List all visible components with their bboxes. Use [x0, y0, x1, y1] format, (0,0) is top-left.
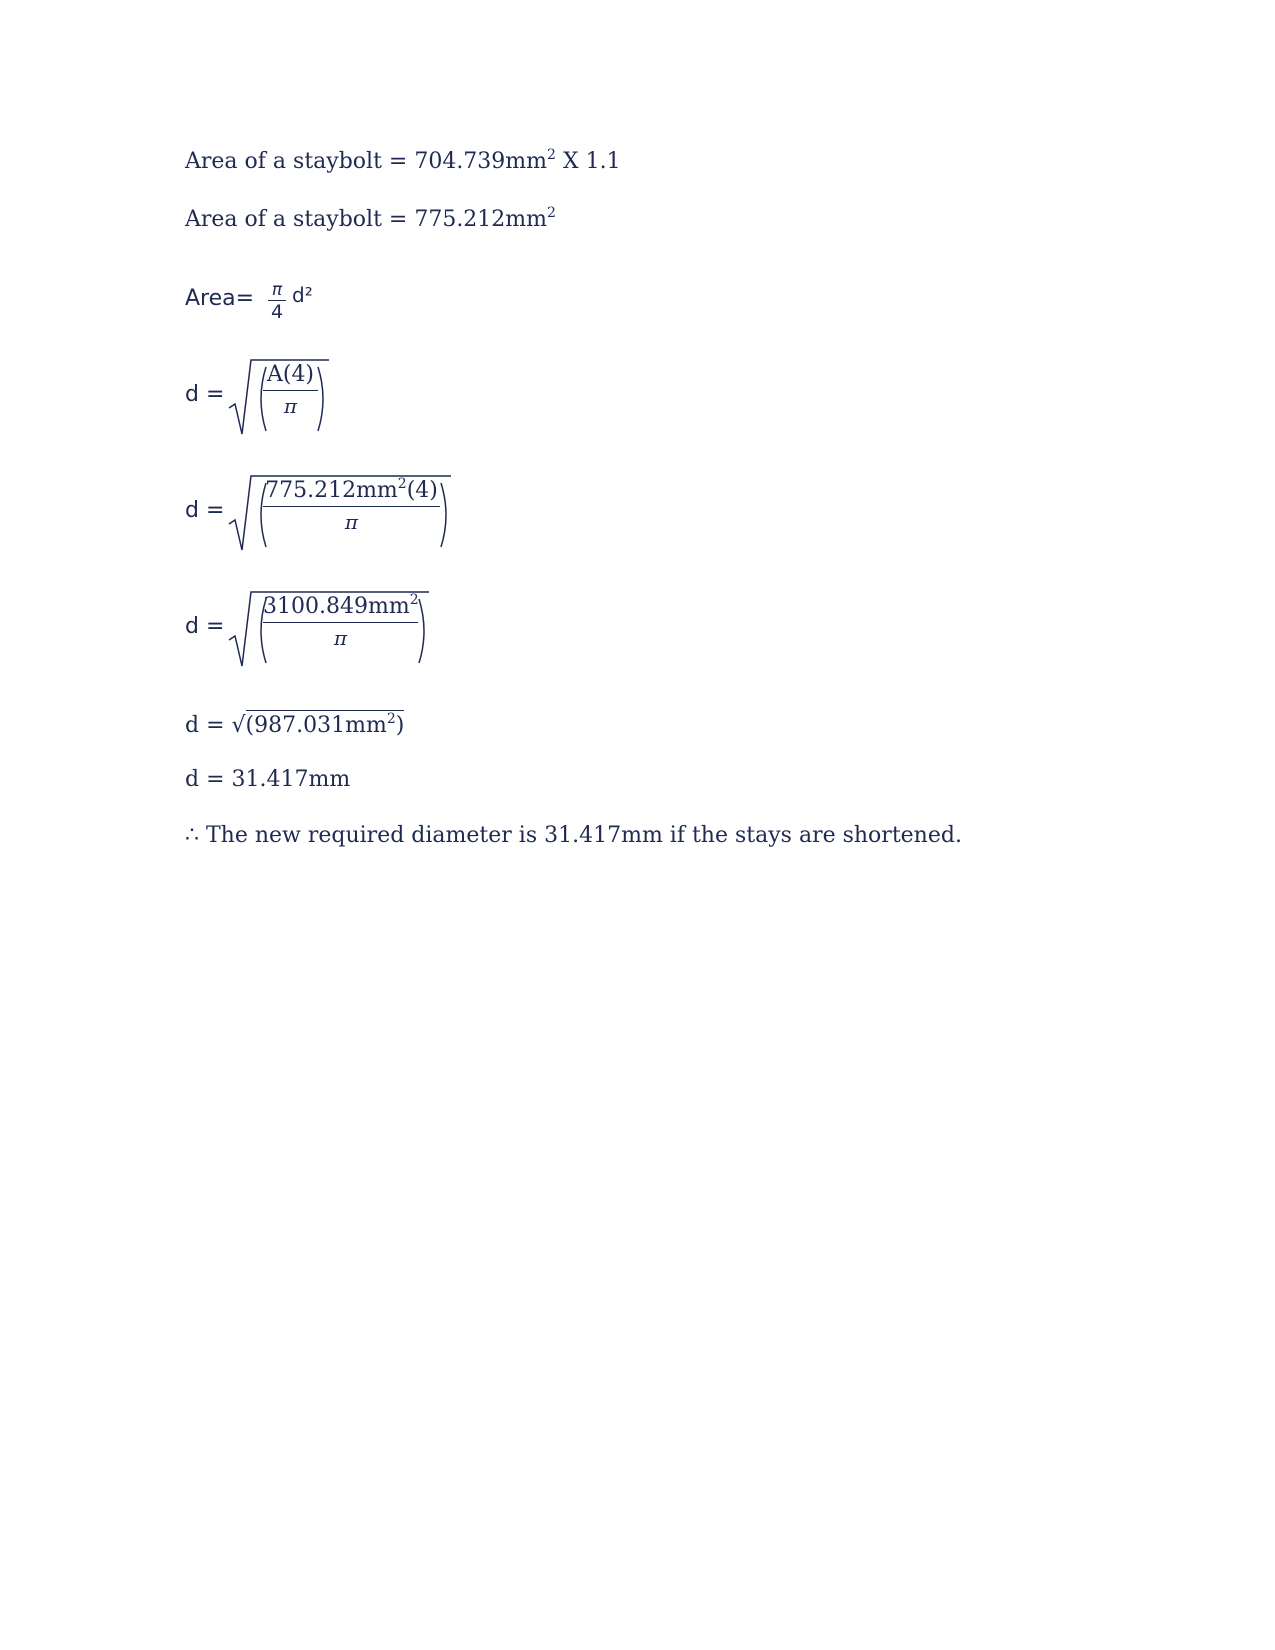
- fraction-numerator: [263, 476, 440, 506]
- superscript-2: 2: [547, 205, 556, 221]
- right-parenthesis: [439, 482, 453, 548]
- d-squared: d²: [292, 283, 313, 307]
- sqrt-formula-2: [185, 474, 485, 554]
- fraction: [263, 592, 418, 653]
- staybolt-area-line-2: [185, 206, 556, 234]
- d-equals-label: d =: [185, 614, 225, 639]
- fraction: [263, 476, 440, 537]
- numerator-value: 775.212mm: [265, 478, 398, 503]
- therefore-symbol: ∴: [185, 823, 199, 848]
- result-line: [185, 766, 350, 794]
- conclusion-line: [185, 822, 962, 850]
- right-parenthesis: [316, 366, 330, 432]
- numerator-value: 3100.849mm: [263, 594, 410, 619]
- radicand-close: ): [395, 713, 405, 738]
- area-label: Area=: [185, 286, 255, 311]
- right-parenthesis: [417, 598, 431, 664]
- staybolt-area-text-2: Area of a staybolt = 775.212mm: [185, 207, 548, 232]
- staybolt-area-text-1: Area of a staybolt = 704.739mm: [185, 149, 548, 174]
- fraction-numerator: A(4): [266, 362, 315, 387]
- fraction: [263, 360, 318, 421]
- staybolt-area-line-1: [185, 148, 621, 176]
- pi-over-four-fraction: [267, 280, 287, 323]
- radical-sign: √: [231, 713, 246, 738]
- sqrt-formula-4: [185, 710, 404, 740]
- fraction-numerator: [263, 592, 418, 622]
- superscript-2: 2: [409, 592, 419, 608]
- fraction-denominator-pi: π: [344, 510, 359, 534]
- fraction-denominator-pi: π: [283, 394, 298, 418]
- sqrt-formula-3: [185, 590, 465, 670]
- radicand-value: (987.031mm: [245, 713, 387, 738]
- result-text: d = 31.417mm: [185, 767, 351, 792]
- numerator-factor: (4): [406, 478, 438, 503]
- fraction-denominator-four: 4: [270, 301, 284, 323]
- fraction-numerator-pi: π: [271, 280, 283, 300]
- d-equals-label: d =: [185, 713, 232, 738]
- radicand: [246, 710, 405, 740]
- superscript-2: 2: [386, 711, 396, 727]
- d-equals-label: d =: [185, 498, 225, 523]
- superscript-2: 2: [397, 476, 407, 492]
- d-equals-label: d =: [185, 382, 225, 407]
- fraction-denominator-pi: π: [333, 626, 348, 650]
- superscript-2: 2: [547, 147, 556, 163]
- conclusion-text: The new required diameter is 31.417mm if the stays are shortened.: [199, 823, 962, 848]
- multiplier-text: X 1.1: [555, 149, 621, 174]
- sqrt-formula-1: [185, 358, 345, 438]
